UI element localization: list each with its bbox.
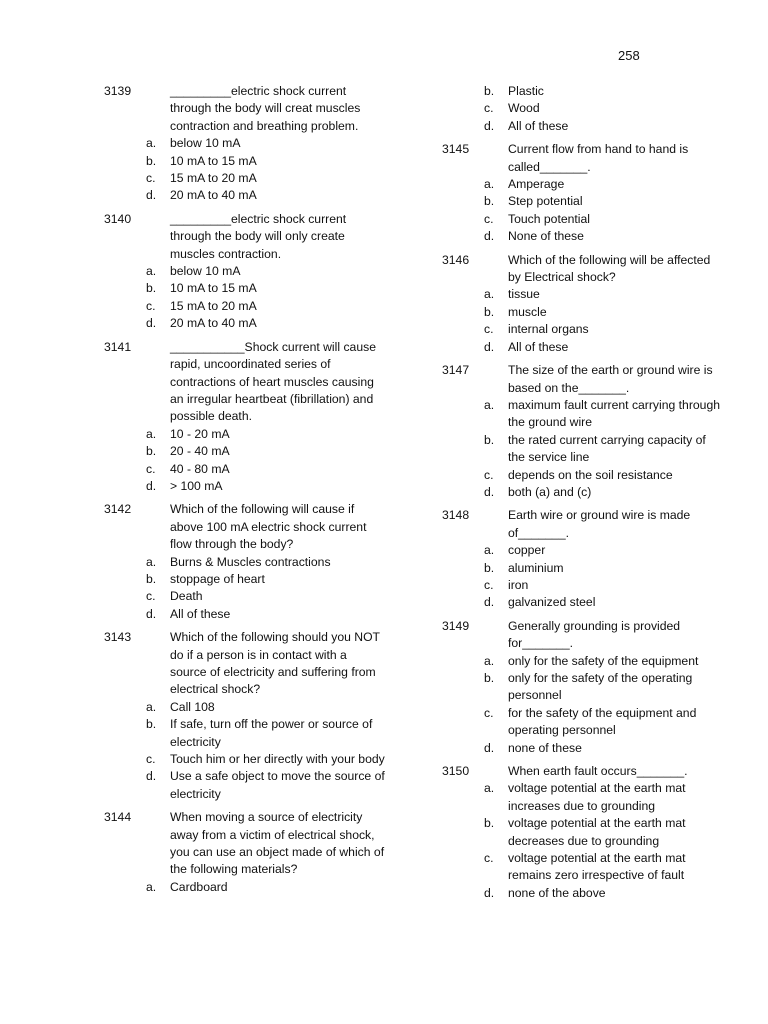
option-text: maximum fault current carrying through the ground wire <box>508 397 721 430</box>
option-label: a. <box>484 653 495 668</box>
option-label: b. <box>146 717 157 732</box>
answer-option <box>104 879 386 896</box>
question-number: 3150 <box>442 764 470 779</box>
answer-option <box>104 606 386 623</box>
option-text: aluminium <box>508 560 564 575</box>
option-text: below 10 mA <box>170 136 241 151</box>
answer-option <box>442 705 722 740</box>
answer-option <box>442 176 722 193</box>
option-text: Death <box>170 589 203 604</box>
answer-option <box>104 315 386 332</box>
option-label: c. <box>146 171 156 186</box>
option-text: 10 - 20 mA <box>170 426 230 441</box>
option-label: b. <box>484 432 495 447</box>
question-number: 3139 <box>104 84 132 98</box>
answer-option <box>104 478 386 495</box>
question-text: The size of the earth or ground wire is based on the_______. <box>508 363 713 395</box>
option-label: a. <box>146 136 157 151</box>
option-label: b. <box>484 304 495 319</box>
option-text: Burns & Muscles contractions <box>170 554 331 569</box>
question-number: 3143 <box>104 630 132 645</box>
option-text: 10 mA to 15 mA <box>170 281 257 296</box>
option-text: depends on the soil resistance <box>508 467 673 482</box>
left-column <box>104 83 386 902</box>
option-label: d. <box>146 769 157 784</box>
answer-option <box>442 850 722 885</box>
answer-option <box>104 153 386 170</box>
answer-option <box>442 228 722 245</box>
option-label: c. <box>484 211 494 226</box>
option-text: stoppage of heart <box>170 571 265 586</box>
answer-option <box>442 484 722 501</box>
option-label: d. <box>484 484 495 499</box>
option-label: b. <box>146 153 157 168</box>
question-text: Which of the following will cause if above 100 mA electric shock current flow through the body? <box>170 502 367 552</box>
question-3144 <box>104 809 386 896</box>
question-3140 <box>104 211 386 333</box>
option-label: d. <box>484 595 495 610</box>
answer-option <box>442 577 722 594</box>
question-3146 <box>442 252 722 356</box>
option-text: below 10 mA <box>170 264 241 279</box>
option-text: voltage potential at the earth mat decreases due to grounding <box>508 816 686 848</box>
question-text: Earth wire or ground wire is made of_______. <box>508 508 691 540</box>
option-text: galvanized steel <box>508 595 596 610</box>
answer-option <box>442 118 722 135</box>
option-text: none of these <box>508 740 582 755</box>
answer-option <box>104 187 386 204</box>
option-label: a. <box>146 879 157 894</box>
option-text: 10 mA to 15 mA <box>170 153 257 168</box>
option-text: Call 108 <box>170 699 215 714</box>
answer-option <box>104 170 386 187</box>
option-text: tissue <box>508 287 540 302</box>
right-questions <box>442 141 722 902</box>
answer-option <box>442 594 722 611</box>
option-label: d. <box>146 478 157 493</box>
answer-option <box>104 716 386 751</box>
answer-option <box>442 780 722 815</box>
answer-option <box>442 560 722 577</box>
option-label: a. <box>484 177 495 192</box>
option-text: None of these <box>508 229 584 244</box>
question-3139 <box>104 83 386 205</box>
option-label: a. <box>146 554 157 569</box>
option-label: d. <box>484 740 495 755</box>
question-3143 <box>104 629 386 803</box>
option-text: Amperage <box>508 177 565 192</box>
question-number: 3140 <box>104 211 132 226</box>
answer-option <box>442 432 722 467</box>
option-label: a. <box>484 781 495 796</box>
option-text: none of the above <box>508 885 606 900</box>
option-label: c. <box>146 461 156 476</box>
question-3141 <box>104 339 386 496</box>
option-text: the rated current carrying capacity of the service line <box>508 432 706 465</box>
question-3150 <box>442 763 722 902</box>
option-label: b. <box>484 560 495 575</box>
option-label: c. <box>484 705 494 720</box>
answer-option <box>104 443 386 460</box>
answer-option <box>442 467 722 484</box>
option-text: Plastic <box>508 84 544 98</box>
answer-option <box>104 699 386 716</box>
question-number: 3147 <box>442 363 470 378</box>
option-label: d. <box>484 885 495 900</box>
option-text: 15 mA to 20 mA <box>170 171 257 186</box>
option-text: All of these <box>508 339 569 354</box>
answer-option <box>104 571 386 588</box>
option-text: only for the safety of the equipment <box>508 653 699 668</box>
option-text: only for the safety of the operating personnel <box>508 671 693 703</box>
question-number: 3144 <box>104 810 132 825</box>
question-text: _________electric shock current through the body will only create muscles contraction. <box>170 211 347 261</box>
answer-option <box>104 768 386 803</box>
question-text: Which of the following will be affected by Electrical shock? <box>508 252 711 285</box>
option-label: d. <box>484 229 495 244</box>
option-label: b. <box>484 84 495 98</box>
answer-option <box>442 740 722 757</box>
question-number: 3145 <box>442 142 470 157</box>
answer-option <box>104 135 386 152</box>
option-label: c. <box>146 589 156 604</box>
option-text: 20 mA to 40 mA <box>170 316 257 331</box>
option-label: c. <box>146 298 156 313</box>
option-text: for the safety of the equipment and operating personnel <box>508 705 697 738</box>
option-label: a. <box>146 264 157 279</box>
question-text: Which of the following should you NOT do if a person is in contact with a source of electricity and suffering from electrical shock? <box>170 630 380 697</box>
question-text: ___________Shock current will cause rapid, uncoordinated series of contractions of heart muscles causing an irregular heartbeat (fibrillation) and possible death. <box>170 339 376 424</box>
answer-option <box>104 751 386 768</box>
option-text: Step potential <box>508 194 583 209</box>
answer-option <box>442 542 722 559</box>
option-label: c. <box>484 101 494 116</box>
answer-option <box>104 263 386 280</box>
option-text: iron <box>508 577 529 592</box>
option-label: d. <box>484 118 495 133</box>
option-text: > 100 mA <box>170 478 223 493</box>
option-text: voltage potential at the earth mat remains zero irrespective of fault <box>508 851 686 883</box>
option-text: 20 - 40 mA <box>170 444 230 459</box>
option-label: b. <box>484 816 495 831</box>
question-3148 <box>442 507 722 611</box>
option-label: b. <box>146 444 157 459</box>
option-label: c. <box>484 577 494 592</box>
answer-option <box>442 815 722 850</box>
answer-option <box>442 100 722 117</box>
answer-option <box>442 653 722 670</box>
question-text: _________electric shock current through the body will creat muscles contraction and breathing problem. <box>170 84 361 133</box>
option-label: d. <box>146 316 157 331</box>
question-text: Generally grounding is provided for_______. <box>508 618 681 651</box>
right-column <box>442 83 722 908</box>
option-text: Wood <box>508 101 540 116</box>
option-label: a. <box>146 699 157 714</box>
option-text: muscle <box>508 304 547 319</box>
answer-option <box>104 280 386 297</box>
answer-option <box>104 588 386 605</box>
option-label: a. <box>146 426 157 441</box>
answer-option <box>442 211 722 228</box>
option-label: b. <box>146 281 157 296</box>
question-3149 <box>442 618 722 757</box>
question-number: 3149 <box>442 618 470 633</box>
answer-option <box>104 426 386 443</box>
option-text: Use a safe object to move the source of electricity <box>170 769 385 801</box>
answer-option <box>104 461 386 478</box>
option-text: Cardboard <box>170 879 228 894</box>
question-number: 3142 <box>104 502 132 517</box>
question-3147 <box>442 362 722 501</box>
option-label: d. <box>484 339 495 354</box>
option-label: c. <box>484 851 494 866</box>
answer-option <box>442 670 722 705</box>
answer-option <box>442 304 722 321</box>
option-text: copper <box>508 543 546 558</box>
answer-option <box>104 554 386 571</box>
answer-option <box>442 286 722 303</box>
answer-option <box>442 397 722 432</box>
option-label: b. <box>484 671 495 685</box>
option-text: internal organs <box>508 322 589 337</box>
option-text: 20 mA to 40 mA <box>170 188 257 203</box>
question-number: 3146 <box>442 252 470 267</box>
question-number: 3148 <box>442 508 470 523</box>
option-label: a. <box>484 287 495 302</box>
option-text: Touch him or her directly with your body <box>170 752 385 767</box>
option-label: d. <box>146 188 157 203</box>
question-number: 3141 <box>104 339 132 354</box>
option-text: Touch potential <box>508 211 590 226</box>
option-text: If safe, turn off the power or source of electricity <box>170 717 373 749</box>
option-label: a. <box>484 397 495 412</box>
page-number: 258 <box>618 48 640 63</box>
option-text: voltage potential at the earth mat increases due to grounding <box>508 781 686 813</box>
option-text: both (a) and (c) <box>508 484 592 499</box>
question-text: When moving a source of electricity away from a victim of electrical shock, you can use an object made of which of the following materials? <box>170 810 385 877</box>
answer-option <box>442 83 722 100</box>
answer-option <box>104 298 386 315</box>
option-text: 15 mA to 20 mA <box>170 298 257 313</box>
option-text: All of these <box>508 118 569 133</box>
option-label: c. <box>146 752 156 767</box>
option-label: b. <box>484 194 495 209</box>
option-text: All of these <box>170 606 231 621</box>
option-label: c. <box>484 322 494 337</box>
option-label: d. <box>146 606 157 621</box>
question-text: When earth fault occurs_______. <box>508 764 688 779</box>
question-text: Current flow from hand to hand is called_______. <box>508 142 689 174</box>
option-label: a. <box>484 543 495 558</box>
answer-option <box>442 339 722 356</box>
option-label: b. <box>146 571 157 586</box>
option-label: c. <box>484 467 494 482</box>
question-3142 <box>104 501 386 623</box>
answer-option <box>442 885 722 902</box>
option-text: 40 - 80 mA <box>170 461 230 476</box>
answer-option <box>442 321 722 338</box>
question-3145 <box>442 141 722 245</box>
continued-options <box>442 83 722 135</box>
answer-option <box>442 193 722 210</box>
